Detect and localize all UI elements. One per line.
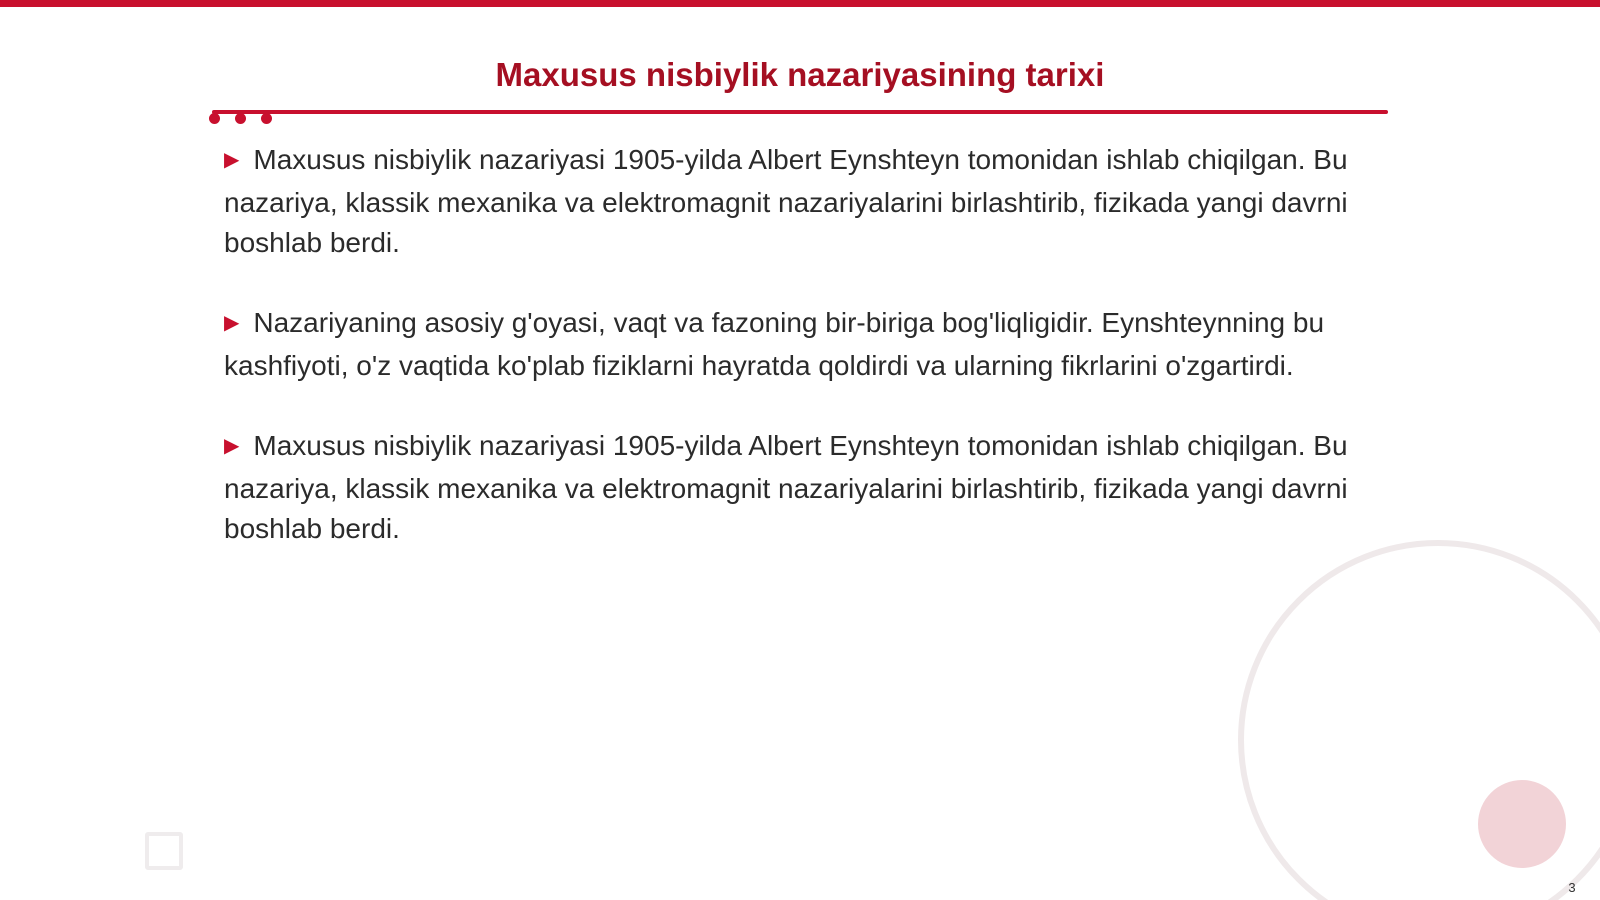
title-dot-2 (235, 113, 246, 124)
bullet-list (224, 140, 1384, 589)
triangle-bullet-icon: ▶ (224, 149, 240, 171)
page-number: 3 (1568, 880, 1576, 895)
bullet-item-2 (224, 303, 1384, 386)
slide-title: Maxusus nisbiylik nazariyasining tarixi (495, 56, 1105, 93)
title-dot-3 (261, 113, 272, 124)
bullet-text-1: Maxusus nisbiylik nazariyasi 1905-yilda Albert Eynshteyn tomonidan ishlab chiqilgan. Bu nazariya, klassik mexanika va elektromagnit nazariyalarini birlashtirib, fizikada yangi davrni boshlab berdi. (224, 144, 1348, 258)
bullet-text-2: Nazariyaning asosiy g'oyasi, vaqt va fazoning bir-biriga bog'liqligidir. Eynshteynning bu kashfiyoti, o'z vaqtida ko'plab fiziklarni hayratda qoldirdi va ularning fikrlarini o'zgartirdi. (224, 307, 1325, 381)
title-dot-1 (209, 113, 220, 124)
bullet-text-3: Maxusus nisbiylik nazariyasi 1905-yilda Albert Eynshteyn tomonidan ishlab chiqilgan. Bu nazariya, klassik mexanika va elektromagnit nazariyalarini birlashtirib, fizikada yangi davrni boshlab berdi. (224, 430, 1348, 544)
top-accent-bar (0, 0, 1600, 7)
triangle-bullet-icon: ▶ (224, 435, 240, 457)
title-underline (212, 110, 1388, 114)
decorative-circle (1478, 780, 1566, 868)
triangle-bullet-icon: ▶ (224, 312, 240, 334)
bullet-item-1 (224, 140, 1384, 263)
bullet-item-3 (224, 426, 1384, 549)
decorative-square (145, 832, 183, 870)
